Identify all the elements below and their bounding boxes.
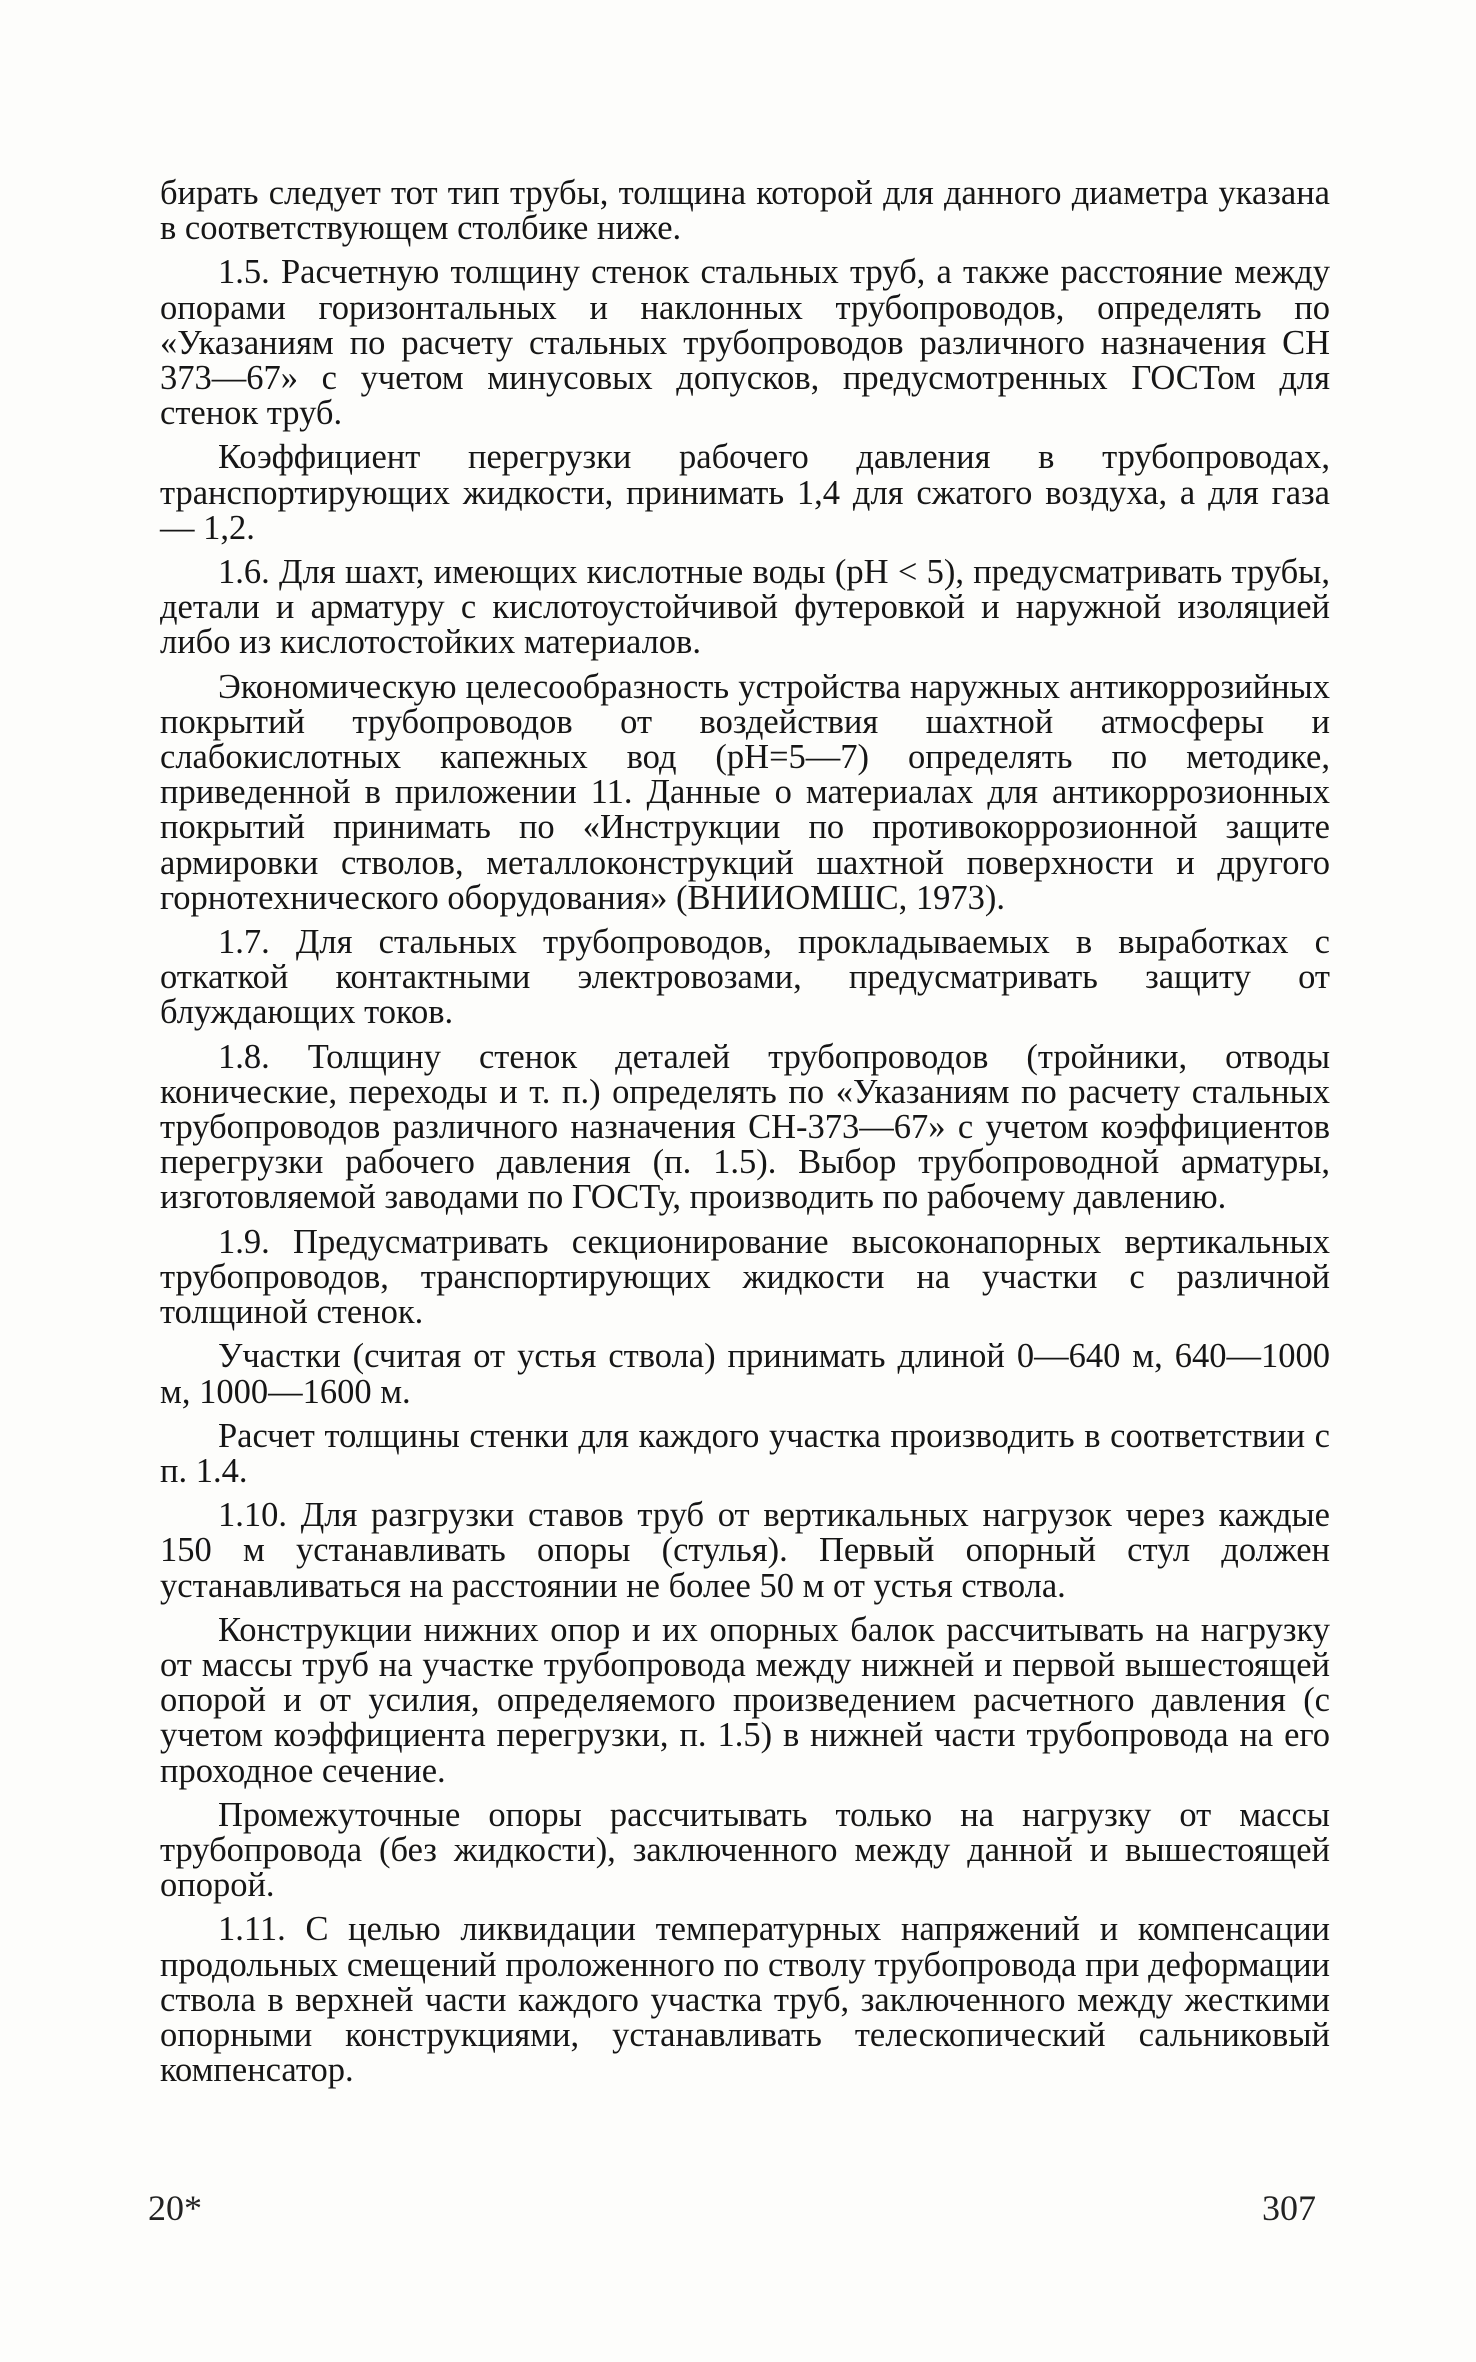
paragraph: 1.8. Толщину стенок деталей трубопроводов (тройники, отводы конические, переходы и т. п.) определять по «Указаниям по расчету стальных трубопроводов различного назначения СН-373—67» с учетом коэффициентов перегрузки рабочего давления (п. 1.5). Выбор трубопроводной арматуры, изготовляемой заводами по ГОСТу, производить по рабочему давлению. [160, 1037, 1330, 1217]
paragraph: бирать следует тот тип трубы, толщина которой для данного диаметра указана в соответствующем столбике ниже. [160, 174, 1330, 248]
paragraph: 1.9. Предусматривать секционирование высоконапорных вертикальных трубопроводов, транспортирующих жидкости на участки с различной толщиной стенок. [160, 1222, 1330, 1332]
paragraph: 1.6. Для шахт, имеющих кислотные воды (pH < 5), предусматривать трубы, детали и арматуру с кислотоустойчивой футеровкой и наружной изоляцией либо из кислотостойких материалов. [160, 553, 1330, 662]
paragraph: Расчет толщины стенки для каждого участка производить в соответствии с п. 1.4. [160, 1416, 1330, 1490]
paragraph: 1.7. Для стальных трубопроводов, прокладываемых в выработках с откаткой контактными электровозами, предусматривать защиту от блуждающих токов. [160, 923, 1330, 1032]
paragraph: Коэффициент перегрузки рабочего давления в трубопроводах, транспортирующих жидкости, принимать 1,4 для сжатого воздуха, а для газа — 1,2. [160, 438, 1330, 547]
paragraph: 1.11. С целью ликвидации температурных напряжений и компенсации продольных смещений проложенного по стволу трубопровода при деформации ствола в верхней части каждого участка труб, заключенного между жесткими опорными конструкциями, устанавливать телескопический сальниковый компенсатор. [160, 1910, 1330, 2090]
body-text [160, 176, 1330, 2088]
paragraph: Экономическую целесообразность устройства наружных антикоррозийных покрытий трубопроводов от воздействия шахтной атмосферы и слабокислотных капежных вод (pH=5—7) определять по методике, приведенной в приложении 11. Данные о материалах для антикоррозионных покрытий принимать по «Инструкции по противокоррозионной защите армировки стволов, металлоконструкций шахтной поверхности и другого горнотехнического оборудования» (ВНИИОМШС, 1973). [160, 667, 1330, 917]
paragraph: 1.5. Расчетную толщину стенок стальных труб, а также расстояние между опорами горизонтальных и наклонных трубопроводов, определять по «Указаниям по расчету стальных трубопроводов различного назначения СН 373—67» с учетом минусовых допусков, предусмотренных ГОСТом для стенок труб. [160, 253, 1330, 433]
paragraph: Промежуточные опоры рассчитывать только на нагрузку от массы трубопровода (без жидкости), заключенного между данной и вышестоящей опорой. [160, 1795, 1330, 1905]
paragraph: Участки (считая от устья ствола) принимать длиной 0—640 м, 640—1000 м, 1000—1600 м. [160, 1337, 1330, 1411]
page-number: 307 [1262, 2188, 1316, 2228]
paragraph: 1.10. Для разгрузки ставов труб от вертикальных нагрузок через каждые 150 м устанавливать опоры (стулья). Первый опорный стул должен устанавливаться на расстоянии не более 50 м от устья ствола. [160, 1496, 1330, 1605]
printer-signature: 20* [148, 2188, 202, 2228]
paragraph: Конструкции нижних опор и их опорных балок рассчитывать на нагрузку от массы труб на участке трубопровода между нижней и первой вышестоящей опорой и от усилия, определяемого произведением расчетного давления (с учетом коэффициента перегрузки, п. 1.5) в нижней части трубопровода на его проходное сечение. [160, 1610, 1330, 1790]
